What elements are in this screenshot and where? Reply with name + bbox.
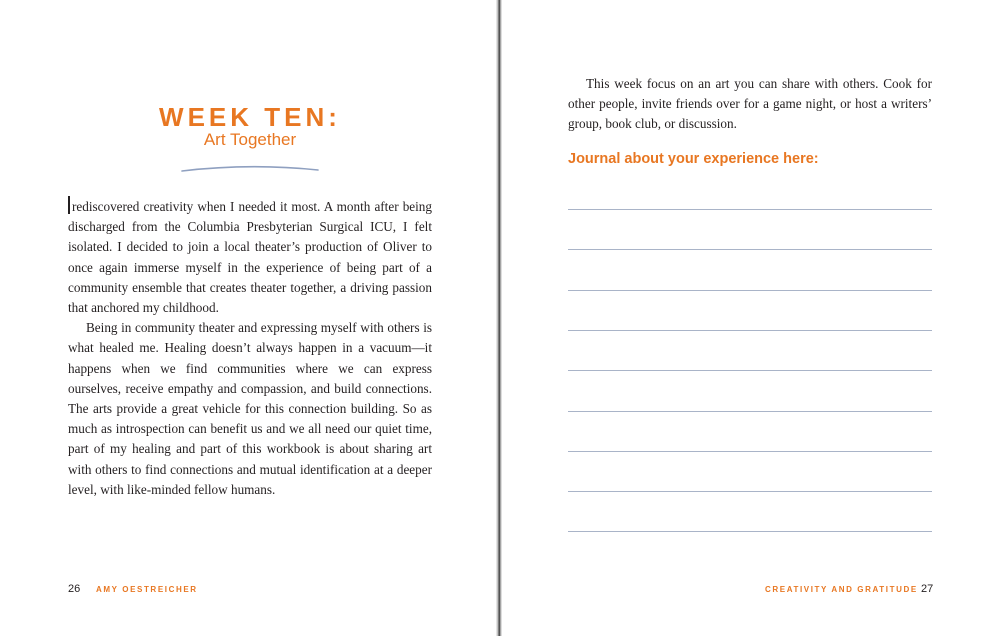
intro-text: This week focus on an art you can share with others. Cook for other people, invite friends over for a game night, or host a writers’ group, book club, or discussion. [568, 76, 932, 132]
journal-line [568, 370, 932, 371]
body-text [68, 196, 432, 500]
running-footer-right: CREATIVITY AND GRATITUDE [765, 585, 918, 594]
body-paragraph-1 [68, 196, 432, 318]
right-page [502, 0, 1000, 636]
journal-line [568, 330, 932, 331]
drop-cap-i [68, 196, 70, 214]
body-paragraph-1-text: rediscovered creativity when I needed it most. A month after being discharged from the Columbia Presbyterian Surgical ICU, I felt isolated. I decided to join a local theater’s production of Oliver to once again immerse myself in the experience of being part of a community ensemble that creates theater together, a driving passion that anchored my childhood. [68, 199, 432, 316]
journal-line [568, 451, 932, 452]
chapter-subtitle: Art Together [203, 130, 297, 149]
journal-prompt: Journal about your experience here: [568, 151, 819, 167]
journal-line [568, 290, 932, 291]
journal-line [568, 491, 932, 492]
journal-line [568, 531, 932, 532]
decorative-swoosh [180, 163, 320, 175]
journal-line [568, 411, 932, 412]
left-page [0, 0, 498, 636]
journal-line [568, 249, 932, 250]
chapter-title: WEEK TEN: [159, 102, 341, 132]
page-number-right: 27 [921, 583, 934, 595]
page-number-left: 26 [68, 583, 81, 595]
journal-line [568, 209, 932, 210]
body-paragraph-2: Being in community theater and expressing myself with others is what healed me. Healing doesn’t always happen in a vacuum—it happens when we find communities where we can express ourselves, receive empathy and compassion, and build connections. The arts provide a great vehicle for this connection building. So as much as introspection can benefit us and we all need our quiet time, part of my healing and part of this workbook is about sharing art with others to find connections and mutual identification at a deeper level, with like-minded fellow humans. [68, 320, 432, 497]
running-footer-left: AMY OESTREICHER [96, 585, 198, 594]
